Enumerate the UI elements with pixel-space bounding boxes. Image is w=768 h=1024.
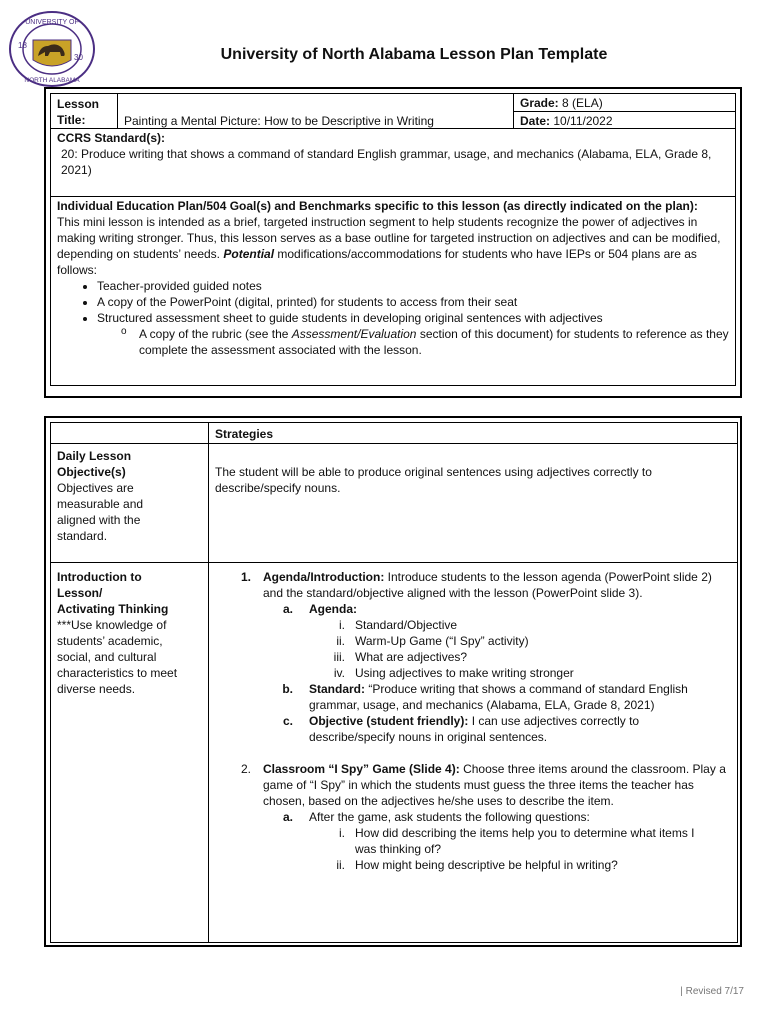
intro-label-1: Introduction to Lesson/ (57, 570, 142, 600)
objective-cell (208, 443, 738, 563)
svg-text:UNIVERSITY OF: UNIVERSITY OF (25, 19, 79, 26)
ccrs-text: 20: Produce writing that shows a command of standard English grammar, usage, and mechanics (Alabama, ELA, Grade 8, 2021) (61, 147, 712, 177)
iep-cell (50, 196, 736, 386)
list-item: • Teacher-provided guided notes (97, 278, 729, 294)
revised-footer: | Revised 7/17 (680, 986, 744, 997)
svg-text:NORTH ALABAMA: NORTH ALABAMA (24, 77, 80, 84)
iep-potential: Potential (223, 247, 275, 261)
date-value: 10/11/2022 (553, 114, 613, 128)
objective-label-cell (50, 443, 209, 563)
objective-text: The student will be able to produce original sentences using adjectives correctly to describe/specify nouns. (215, 465, 652, 495)
intro-label-cell (50, 562, 209, 943)
strategies-corner-cell (50, 422, 209, 444)
seal-year-left: 18 (18, 41, 27, 50)
list-item: • A copy of the PowerPoint (digital, printed) for students to access from their seat (97, 294, 729, 310)
date-cell (513, 111, 736, 129)
seal-year-right: 30 (74, 53, 83, 62)
page-title: University of North Alabama Lesson Plan Template (220, 46, 608, 63)
lesson-title-value: Painting a Mental Picture: How to be Descriptive in Writing (124, 114, 434, 128)
grade-value: 8 (ELA) (562, 96, 603, 110)
objective-label: Daily Lesson Objective(s) (57, 449, 132, 479)
intro-label-2: Activating Thinking (57, 602, 169, 616)
strategies-header: Strategies (215, 427, 274, 441)
lesson-title-cell (117, 93, 514, 129)
list-item: ii. How might being descriptive be helpful in writing? (336, 858, 618, 872)
accommodation-sublist (97, 326, 729, 358)
date-label: Date: (520, 114, 551, 128)
list-item: a. Agenda: (282, 602, 357, 616)
list-item: a. After the game, ask students the following questions: (282, 810, 590, 824)
list-item: b. Standard: “Produce writing that shows a command of standard English grammar, usage, and mechanics (Alabama, ELA, Grade 8, 2021) (282, 682, 688, 712)
strategies-table (44, 416, 742, 947)
lesson-info-box (44, 87, 742, 398)
grade-cell (513, 93, 736, 112)
list-item: 1. Agenda/Introduction: Introduce students to the lesson agenda (PowerPoint slide 2) and the standard/objective aligned with the lesson (PowerPoint slide 3). (240, 570, 712, 600)
list-item: i. How did describing the items help you to determine what items I was thinking of? (339, 826, 695, 856)
accommodation-list (57, 278, 729, 358)
list-item: i. Standard/Objective (339, 618, 458, 632)
title-label: Title: (57, 113, 86, 127)
objective-desc: Objectives are measurable and aligned with the standard. (57, 481, 144, 543)
list-item: c. Objective (student friendly): I can use adjectives correctly to describe/specify nouns in original sentences. (282, 714, 640, 744)
lesson-title-label-cell (50, 93, 118, 129)
iep-paragraph (57, 214, 729, 278)
iep-heading: Individual Education Plan/504 Goal(s) and Benchmarks specific to this lesson (as directly indicated on the plan): (57, 199, 698, 213)
list-item: iv. Using adjectives to make writing stronger (333, 666, 574, 680)
ccrs-label: CCRS Standard(s): (57, 131, 166, 145)
ccrs-cell (50, 128, 736, 197)
list-item: iii. What are adjectives? (333, 650, 468, 664)
strategies-header-cell (208, 422, 738, 444)
intro-desc: ***Use knowledge of students’ academic, social, and cultural characteristics to meet diverse needs. (57, 618, 178, 696)
grade-label: Grade: (520, 96, 559, 110)
lesson-label: Lesson (57, 97, 100, 111)
list-item: • Structured assessment sheet to guide students in developing original sentences with adjectives o A copy of the rubric (see the Assessment/Evaluation section of this document) for students to reference as they complete the assessment associated with the lesson. (97, 310, 729, 358)
list-item: 2. Classroom “I Spy” Game (Slide 4): Choose three items around the classroom. Play a game of “I Spy” in which the students must guess the three items the teacher has chosen, based on the adjectives he/she uses to describe the item. (240, 762, 726, 808)
list-item: ii. Warm-Up Game (“I Spy” activity) (336, 634, 529, 648)
iep-text-2: modifications/accommodations for students who have IEPs or 504 plans are as follows: (57, 247, 697, 277)
iep-text-1: This mini lesson is intended as a brief, targeted instruction segment to help students recognize the power of adjectives in making writing stronger. Thus, this lesson serves as a base outline for targeted instruction on adjectives and can be modified, depending on students’ needs. (57, 215, 721, 261)
list-item: o A copy of the rubric (see the Assessment/Evaluation section of this document) for students to reference as they complete the assessment associated with the lesson. (121, 326, 729, 358)
intro-cell (208, 562, 738, 943)
